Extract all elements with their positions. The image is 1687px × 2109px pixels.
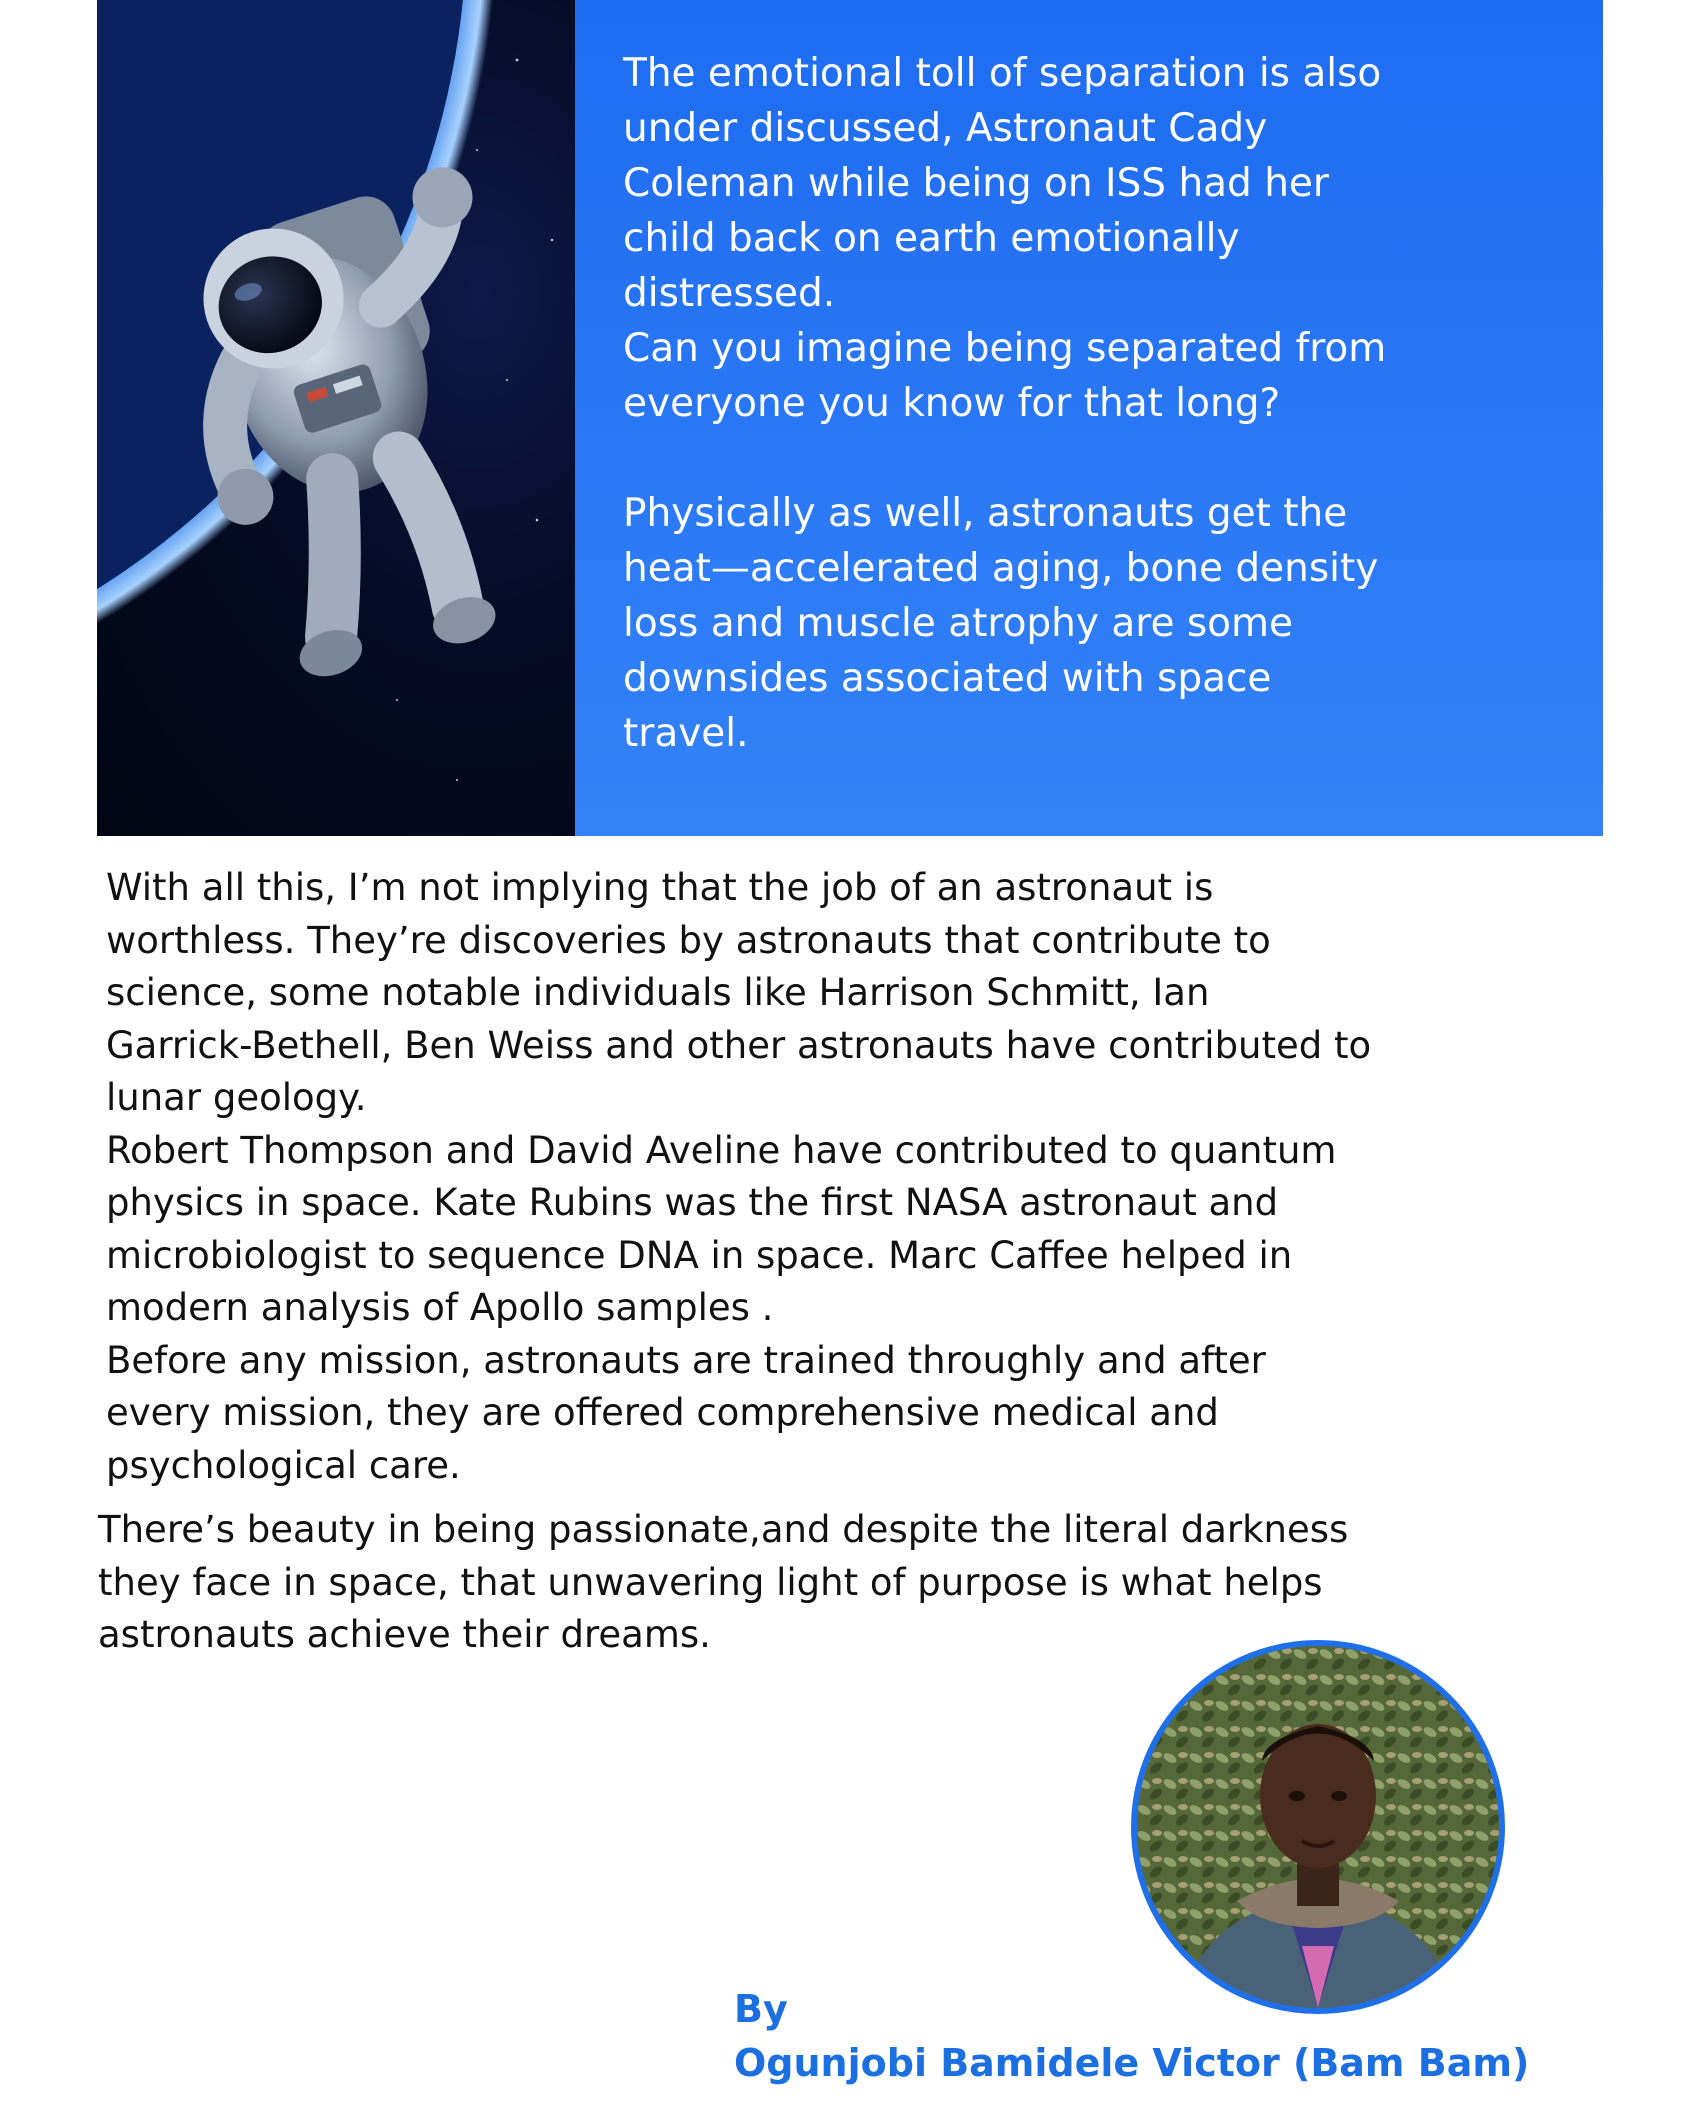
astronaut-space-photo xyxy=(97,0,575,836)
hero-section xyxy=(97,0,1603,836)
body-paragraph-closing: There’s beauty in being passionate,and despite the literal darkness they face in space, that unwavering light of purpose is what helps astronauts achieve their dreams. xyxy=(98,1508,1349,1656)
text-panel xyxy=(575,0,1603,836)
byline-by-label: By xyxy=(734,1987,788,2031)
author-portrait-photo xyxy=(1137,1646,1499,2008)
hero-paragraph-physical: Physically as well, astronauts get the heat—accelerated aging, bone density loss and muscle atrophy are some downsides associated with space travel. xyxy=(623,491,1379,756)
astronaut-illustration xyxy=(97,0,575,836)
author-byline xyxy=(734,1982,1529,2090)
author-name: Ogunjobi Bamidele Victor (Bam Bam) xyxy=(734,2041,1530,2085)
body-paragraph-contributions: With all this, I’m not implying that the job of an astronaut is worthless. They’re discoveries by astronauts that contribute to science, some notable individuals like Harrison Schmitt, Ian Garrick-Bethell, Ben Weiss and other astronauts have contributed to lunar geology. Robert Thompson and David Aveline have contributed to quantum physics in space. Kate Rubins was the first NASA astronaut and microbiologist to sequence DNA in space. Marc Caffee helped in modern analysis of Apollo samples . Before any mission, astronauts are trained throughly and after every mission, they are offered comprehensive medical and psychological care. xyxy=(106,866,1372,1487)
hero-paragraph-separation: The emotional toll of separation is also under discussed, Astronaut Cady Coleman while being on ISS had her child back on earth emotionally distressed. Can you imagine being separated from everyone you know for that long? xyxy=(623,51,1387,426)
author-avatar xyxy=(1131,1640,1505,2014)
